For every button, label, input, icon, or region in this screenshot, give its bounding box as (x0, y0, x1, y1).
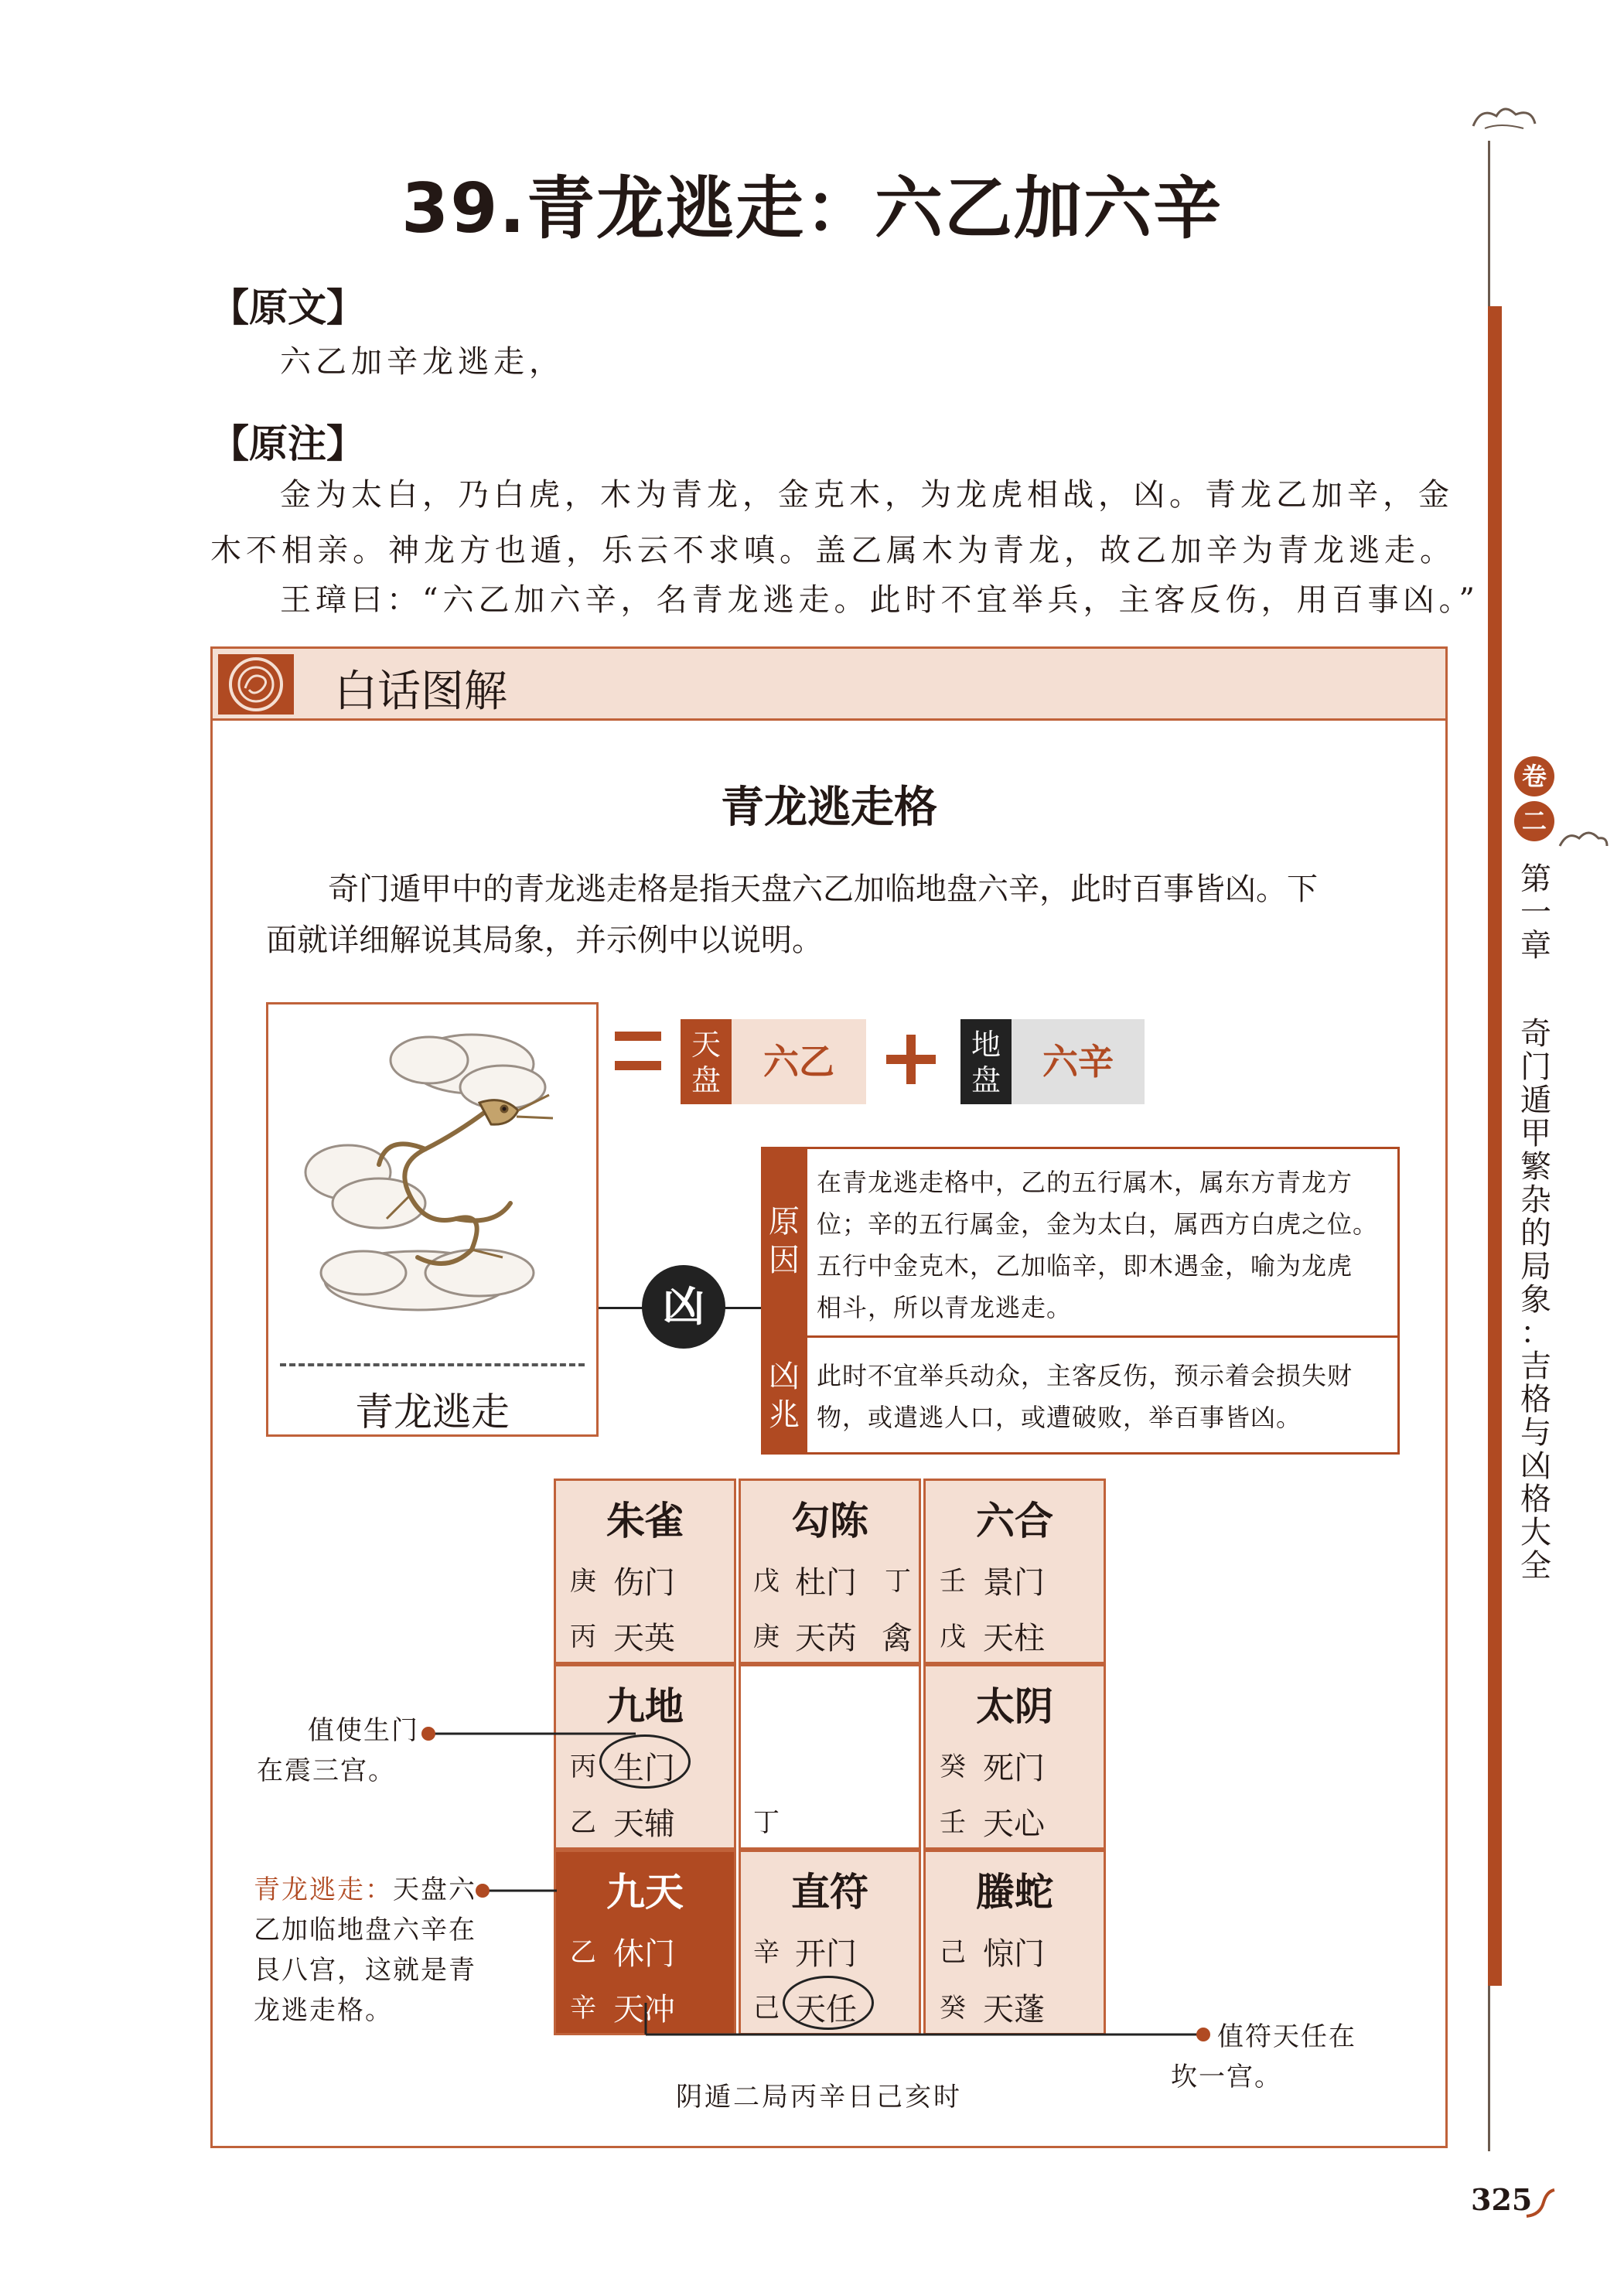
stacked-char: 兆 (769, 1397, 800, 1433)
palace-god: 九天 (606, 1870, 684, 1915)
stacked-char: 凶 (769, 1359, 800, 1394)
palace-stem: 丙 (570, 1622, 596, 1652)
palace-stem: 乙 (570, 1937, 596, 1968)
palace-door: 惊门 (983, 1936, 1045, 1972)
annotation-line-1: 金为太白，乃白虎，木为青龙，金克木，为龙虎相战，凶。青龙乙加辛，金 (280, 477, 1454, 513)
intro-line-2: 面就详细解说其局象，并示例中以说明。 (266, 923, 823, 958)
grid-caption: 阴遁二局丙辛日己亥时 (676, 2082, 962, 2113)
volume-badge-1: 卷 (1514, 756, 1554, 796)
stacked-char: 因 (769, 1243, 800, 1278)
palace-stem: 庚 (570, 1566, 596, 1597)
dipan-liuxin: 六辛 (1012, 1019, 1145, 1104)
omen-line: 此时不宜举兵动众，主客反伤，预示着会损失财 (817, 1361, 1353, 1390)
palace-god: 六合 (976, 1499, 1053, 1543)
margin-accent-bar (1488, 306, 1502, 1986)
volume-badge-2: 二 (1514, 801, 1554, 841)
note-qinglong-line-2: 乙加临地盘六辛在 (254, 1915, 476, 1946)
palace-stem: 癸 (940, 1751, 966, 1782)
palace-star: 天芮 (795, 1621, 857, 1656)
panel-subtitle: 青龙逃走格 (721, 783, 937, 833)
palace-god: 太阴 (976, 1684, 1053, 1729)
reason-line: 五行中金克木，乙加临辛，即木遇金，喻为龙虎 (817, 1251, 1353, 1281)
note-zhishi-line-2: 在震三宫。 (257, 1755, 396, 1786)
note-qinglong-head: 青龙逃走： (254, 1874, 393, 1905)
palace-stem: 丁 (885, 1566, 911, 1597)
tianpan-liuyi: 六乙 (732, 1019, 866, 1104)
stacked-char: 的 (1520, 1216, 1551, 1251)
palace-stem: 己 (940, 1937, 966, 1968)
omen-label (761, 1357, 807, 1434)
stacked-char: 格 (1520, 1482, 1551, 1517)
palace-stem: 己 (753, 1993, 780, 2024)
omen-text (817, 1355, 1397, 1438)
palace-stem: 庚 (753, 1622, 780, 1652)
palace-star: 天冲 (613, 1992, 675, 2028)
stacked-char: ： (1520, 1315, 1551, 1351)
page-title: 39.青龙逃走：六乙加六辛 (401, 169, 1223, 248)
intro-line-1: 奇门遁甲中的青龙逃走格是指天盘六乙加临地盘六辛，此时百事皆凶。下 (328, 871, 1318, 907)
reason-label (761, 1202, 807, 1280)
note-zhifu-line-1: 值符天任在 (1217, 2021, 1356, 2052)
stacked-char: 盘 (971, 1063, 1001, 1097)
palace-door: 景门 (983, 1565, 1045, 1601)
stacked-char: 甲 (1520, 1116, 1551, 1151)
tianpan-tag (681, 1019, 732, 1104)
annotation-line-3: 王璋曰：“六乙加六辛，名青龙逃走。此时不宜举兵，主客反伤，用百事凶。” (280, 582, 1479, 618)
dragon-icon (294, 1018, 565, 1335)
palace-star: 天柱 (983, 1621, 1045, 1656)
stacked-char: 盘 (691, 1063, 721, 1097)
original-text: 六乙加辛龙逃走， (280, 344, 565, 380)
stacked-char: 繁 (1520, 1149, 1551, 1185)
dipan-tag (960, 1019, 1012, 1104)
palace-star-extra: 禽 (882, 1621, 913, 1656)
cloud-ornament-top (1469, 99, 1539, 138)
stacked-char: 格 (1520, 1382, 1551, 1417)
palace-stem: 辛 (570, 1993, 596, 2024)
palace-cell-1 (554, 1479, 736, 1664)
panel-heading: 白话图解 (334, 667, 507, 717)
chapter-subject (1514, 1018, 1557, 1583)
annotation-line-2: 木不相亲。神龙方也遁，乐云不求嗔。盖乙属木为青龙，故乙加辛为青龙逃走。 (210, 533, 1455, 568)
section-heading-annotation: 【原注】 (210, 421, 365, 466)
page-number-flourish (1519, 2185, 1557, 2224)
palace-door: 死门 (983, 1751, 1045, 1786)
palace-god: 螣蛇 (976, 1870, 1053, 1915)
stacked-char: 吉 (1520, 1349, 1551, 1384)
palace-door: 生门 (613, 1751, 675, 1786)
stacked-char: 与 (1520, 1415, 1551, 1451)
stacked-char: 奇 (1520, 1016, 1551, 1052)
stacked-char: 第 (1520, 861, 1551, 897)
note-qinglong-line-4: 龙逃走格。 (254, 1995, 393, 2026)
palace-stem: 壬 (940, 1566, 966, 1597)
dragon-medallion-icon (218, 654, 294, 715)
omen-line: 物，或遣逃人口，或遭破败，举百事皆凶。 (817, 1403, 1302, 1432)
reason-line: 相斗，所以青龙逃走。 (817, 1293, 1073, 1322)
note-qinglong-line-1 (254, 1870, 476, 1910)
stacked-char: 大 (1520, 1515, 1551, 1550)
palace-god: 勾陈 (791, 1499, 868, 1543)
reason-line: 位；辛的五行属金，金为太白，属西方白虎之位。 (817, 1209, 1379, 1239)
cloud-ornament-side (1556, 824, 1610, 855)
palace-stem: 辛 (753, 1937, 780, 1968)
palace-stem: 乙 (570, 1807, 596, 1838)
chapter-label (1514, 863, 1557, 963)
palace-stem: 丙 (570, 1751, 596, 1782)
palace-cell-3 (923, 1479, 1106, 1664)
palace-star: 天英 (613, 1621, 675, 1656)
dragon-label: 青龙逃走 (355, 1390, 510, 1434)
stacked-char: 天 (691, 1028, 721, 1062)
palace-stem: 癸 (940, 1993, 966, 2024)
palace-door: 伤门 (613, 1565, 675, 1601)
palace-stem: 戊 (753, 1566, 780, 1597)
section-heading-original: 【原文】 (210, 285, 365, 330)
palace-god: 直符 (791, 1870, 868, 1915)
palace-stem: 丁 (753, 1807, 780, 1838)
palace-star: 天心 (983, 1806, 1045, 1842)
palace-door: 休门 (613, 1936, 675, 1972)
palace-door: 开门 (795, 1936, 857, 1972)
palace-door: 杜门 (795, 1565, 857, 1601)
stacked-char: 遁 (1520, 1083, 1551, 1118)
stacked-char: 一 (1520, 895, 1551, 930)
palace-star: 天蓬 (983, 1992, 1045, 2028)
note-zhifu-line-2: 坎一宫。 (1171, 2062, 1282, 2092)
stacked-char: 局 (1520, 1249, 1551, 1284)
dashed-divider (280, 1363, 585, 1366)
palace-stem: 戊 (940, 1622, 966, 1652)
stacked-char: 章 (1520, 928, 1551, 964)
palace-god: 九地 (606, 1684, 684, 1729)
stacked-char: 杂 (1520, 1182, 1551, 1218)
inauspicious-badge: 凶 (642, 1265, 725, 1349)
reason-line: 在青龙逃走格中，乙的五行属木，属东方青龙方 (817, 1168, 1353, 1197)
plus-sign (886, 1035, 936, 1084)
stacked-char: 全 (1520, 1548, 1551, 1584)
palace-star: 天任 (795, 1992, 857, 2028)
palace-cell-2 (739, 1479, 921, 1664)
note-zhishi-line-1: 值使生门 (308, 1715, 419, 1746)
stacked-char: 地 (971, 1028, 1001, 1062)
stacked-char: 凶 (1520, 1448, 1551, 1484)
reason-text (817, 1161, 1397, 1328)
page-number: 325 (1471, 2182, 1533, 2217)
palace-god: 朱雀 (606, 1499, 684, 1543)
palace-star: 天辅 (613, 1806, 675, 1842)
stacked-char: 象 (1520, 1282, 1551, 1318)
reason-table-divider (761, 1335, 1400, 1338)
stacked-char: 门 (1520, 1049, 1551, 1085)
note-qinglong-text: 天盘六 (393, 1874, 476, 1905)
note-qinglong-line-3: 艮八宫，这就是青 (254, 1955, 476, 1986)
stacked-char: 原 (769, 1204, 800, 1240)
palace-stem: 壬 (940, 1807, 966, 1838)
equals-sign (615, 1032, 661, 1070)
